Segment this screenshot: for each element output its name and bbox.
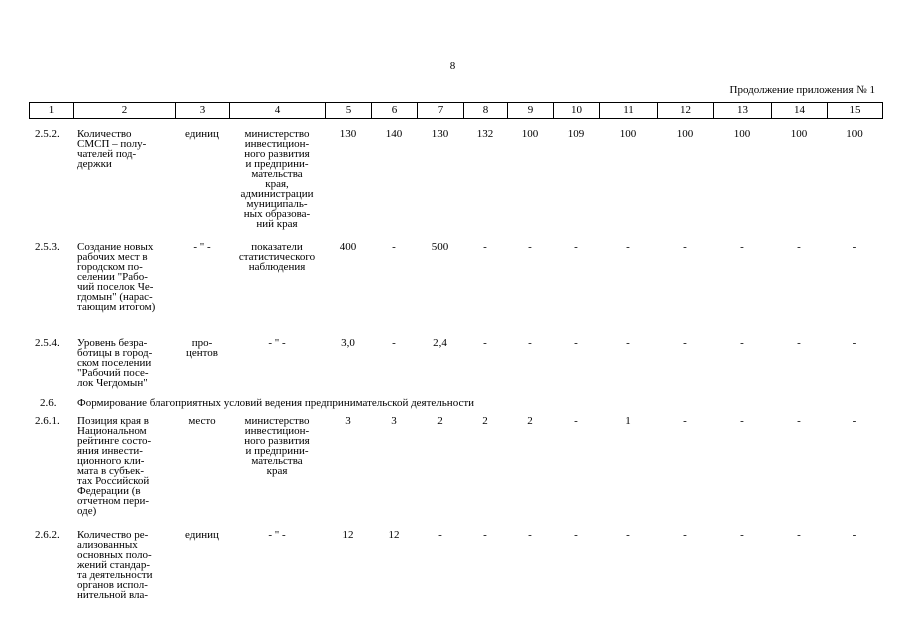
indicator-name-line: чий поселок Че- [77,281,154,293]
responsible-cell-line: ного развития [244,435,310,447]
indicator-name [77,129,175,169]
header-cell: 3 [176,103,230,119]
responsible-cell-line: инвестицион- [244,425,310,437]
value-cell: - [852,241,857,253]
responsible-cell [229,530,325,540]
indicator-name-line: ализованных [77,539,138,551]
indicator-name-line: рейтинге состо- [77,435,152,447]
unit-cell-line: единиц [185,128,219,140]
unit-cell [175,416,229,426]
row-code: 2.5.3. [35,241,60,253]
responsible-cell-line: и предприни- [245,445,309,457]
value-cell: 140 [385,128,403,140]
section-code: 2.6. [40,397,57,409]
indicator-name [77,416,175,516]
indicator-name-line: городском по- [77,261,143,273]
responsible-cell-line: наблюдения [248,261,306,273]
header-cell: 13 [714,103,772,119]
header-cell: 9 [508,103,554,119]
value-cell: 100 [676,128,694,140]
responsible-cell-line: мательства [251,455,303,467]
responsible-cell-line: муниципаль- [246,198,308,210]
row-code: 2.5.2. [35,128,60,140]
responsible-cell-line: мательства [251,168,303,180]
responsible-cell [229,416,325,476]
responsible-cell-line: показатели [251,241,303,253]
responsible-cell-line: ных образова- [243,208,311,220]
indicator-name-line: селении "Рабо- [77,271,148,283]
value-cell: 100 [521,128,539,140]
value-cell: - [797,241,801,253]
value-cell: - [740,241,744,253]
header-cell: 7 [418,103,464,119]
value-cell: 109 [567,128,585,140]
value-cell: - [797,415,801,427]
value-cell: - [392,337,396,349]
indicator-name-line: держки [77,158,112,170]
row-code: 2.5.4. [35,337,60,349]
value-cell: - [852,529,857,541]
header-cell: 15 [828,103,883,119]
indicator-name-line: Федерации (в [77,485,141,497]
row-code: 2.6.1. [35,415,60,427]
indicator-name-line: органов испол- [77,579,148,591]
value-cell: - [683,415,687,427]
responsible-cell-line: края [266,465,288,477]
value-cell: 2 [527,415,533,427]
indicator-name-line: Количество [77,128,132,140]
value-cell: - [528,337,532,349]
responsible-cell [229,338,325,348]
indicator-name-line: оде) [77,505,97,517]
value-cell: - [797,529,801,541]
indicator-name-line: ботицы в город- [77,347,153,359]
value-cell: - [740,337,744,349]
responsible-cell-line: - " - [268,529,286,541]
indicator-name-line: гдомын" (нарас- [77,291,153,303]
indicator-name [77,338,175,388]
header-cell: 6 [372,103,418,119]
responsible-cell-line: - " - [268,337,286,349]
indicator-name-line: нительной вла- [77,589,149,601]
value-cell: - [683,241,687,253]
continuation-label: Продолжение приложения № 1 [729,84,875,96]
indicator-name-line: лок Чегдомын" [77,377,148,389]
unit-cell [175,242,229,252]
unit-cell-line: центов [185,347,218,359]
value-cell: 1 [625,415,631,427]
indicator-name-line: та деятельности [77,569,153,581]
value-cell: 3 [345,415,351,427]
indicator-name-line: жений стандар- [77,559,150,571]
header-cell: 1 [30,103,74,119]
indicator-name-line: тах Российской [77,475,150,487]
responsible-cell [229,242,325,272]
unit-cell-line: - " - [193,241,211,253]
responsible-cell [229,129,325,229]
responsible-cell-line: ного развития [244,148,310,160]
indicator-name-line: ском поселении [77,357,152,369]
value-cell: 500 [431,241,449,253]
value-cell: - [683,529,687,541]
responsible-cell-line: статистического [238,251,316,263]
value-cell: 12 [342,529,354,541]
value-cell: - [852,415,857,427]
header-cell: 14 [772,103,828,119]
value-cell: 2,4 [433,337,447,349]
indicator-name-line: отчетном пери- [77,495,150,507]
value-cell: - [797,337,801,349]
value-cell: - [626,241,630,253]
header-cell: 10 [554,103,600,119]
indicator-name-line: Количество ре- [77,529,149,541]
indicator-name [77,530,175,600]
value-cell: 400 [339,241,357,253]
responsible-cell-line: министерство [244,128,310,140]
value-cell: 132 [476,128,494,140]
header-table [29,102,883,119]
value-cell: 100 [846,128,863,140]
indicator-name-line: рабочих мест в [77,251,148,263]
value-cell: - [626,529,630,541]
page-number: 8 [449,60,456,72]
indicator-name-line: ционного кли- [77,455,145,467]
header-cell: 5 [326,103,372,119]
indicator-name-line: "Рабочий посе- [77,367,149,379]
value-cell: - [483,337,487,349]
value-cell: 12 [388,529,400,541]
unit-cell [175,530,229,540]
indicator-name-line: тающим итогом) [77,301,156,313]
indicator-name [77,242,175,312]
value-cell: - [483,241,487,253]
value-cell: 2 [437,415,443,427]
responsible-cell-line: ний края [256,218,298,230]
unit-cell-line: место [188,415,216,427]
value-cell: - [740,529,744,541]
value-cell: - [626,337,630,349]
value-cell: 3,0 [341,337,355,349]
value-cell: 100 [790,128,808,140]
responsible-cell-line: министерство [244,415,310,427]
value-cell: - [574,415,578,427]
unit-cell [175,129,229,139]
indicator-name-line: Позиция края в [77,415,149,427]
indicator-name-line: Национальном [77,425,147,437]
header-cell: 11 [600,103,658,119]
unit-cell-line: единиц [185,529,219,541]
value-cell: 100 [619,128,637,140]
value-cell: 3 [391,415,397,427]
responsible-cell-line: администрации [240,188,314,200]
header-row [30,103,883,119]
responsible-cell-line: инвестицион- [244,138,310,150]
value-cell: - [483,529,487,541]
value-cell: - [438,529,442,541]
indicator-name-line: яния инвести- [77,445,143,457]
indicator-name-line: Уровень безра- [77,337,148,349]
value-cell: 100 [733,128,751,140]
indicator-name-line: Создание новых [77,241,154,253]
responsible-cell-line: и предприни- [245,158,309,170]
responsible-cell-line: края, [265,178,289,190]
value-cell: - [528,529,532,541]
unit-cell [175,338,229,358]
header-cell: 4 [230,103,326,119]
value-cell: - [574,241,578,253]
value-cell: - [683,337,687,349]
row-code: 2.6.2. [35,529,60,541]
indicator-name-line: чателей под- [77,148,137,160]
section-title: Формирование благоприятных условий ведения предпринимательской деятельности [77,397,475,409]
value-cell: - [574,337,578,349]
value-cell: 2 [482,415,488,427]
header-cell: 2 [74,103,176,119]
unit-cell-line: про- [191,337,213,349]
indicator-name-line: мата в субъек- [77,465,144,477]
value-cell: - [852,337,857,349]
header-cell: 12 [658,103,714,119]
value-cell: - [392,241,396,253]
value-cell: - [574,529,578,541]
indicator-name-line: основных поло- [77,549,152,561]
value-cell: 130 [339,128,357,140]
indicator-name-line: СМСП – полу- [77,138,147,150]
value-cell: 130 [431,128,449,140]
header-cell: 8 [464,103,508,119]
value-cell: - [740,415,744,427]
value-cell: - [528,241,532,253]
